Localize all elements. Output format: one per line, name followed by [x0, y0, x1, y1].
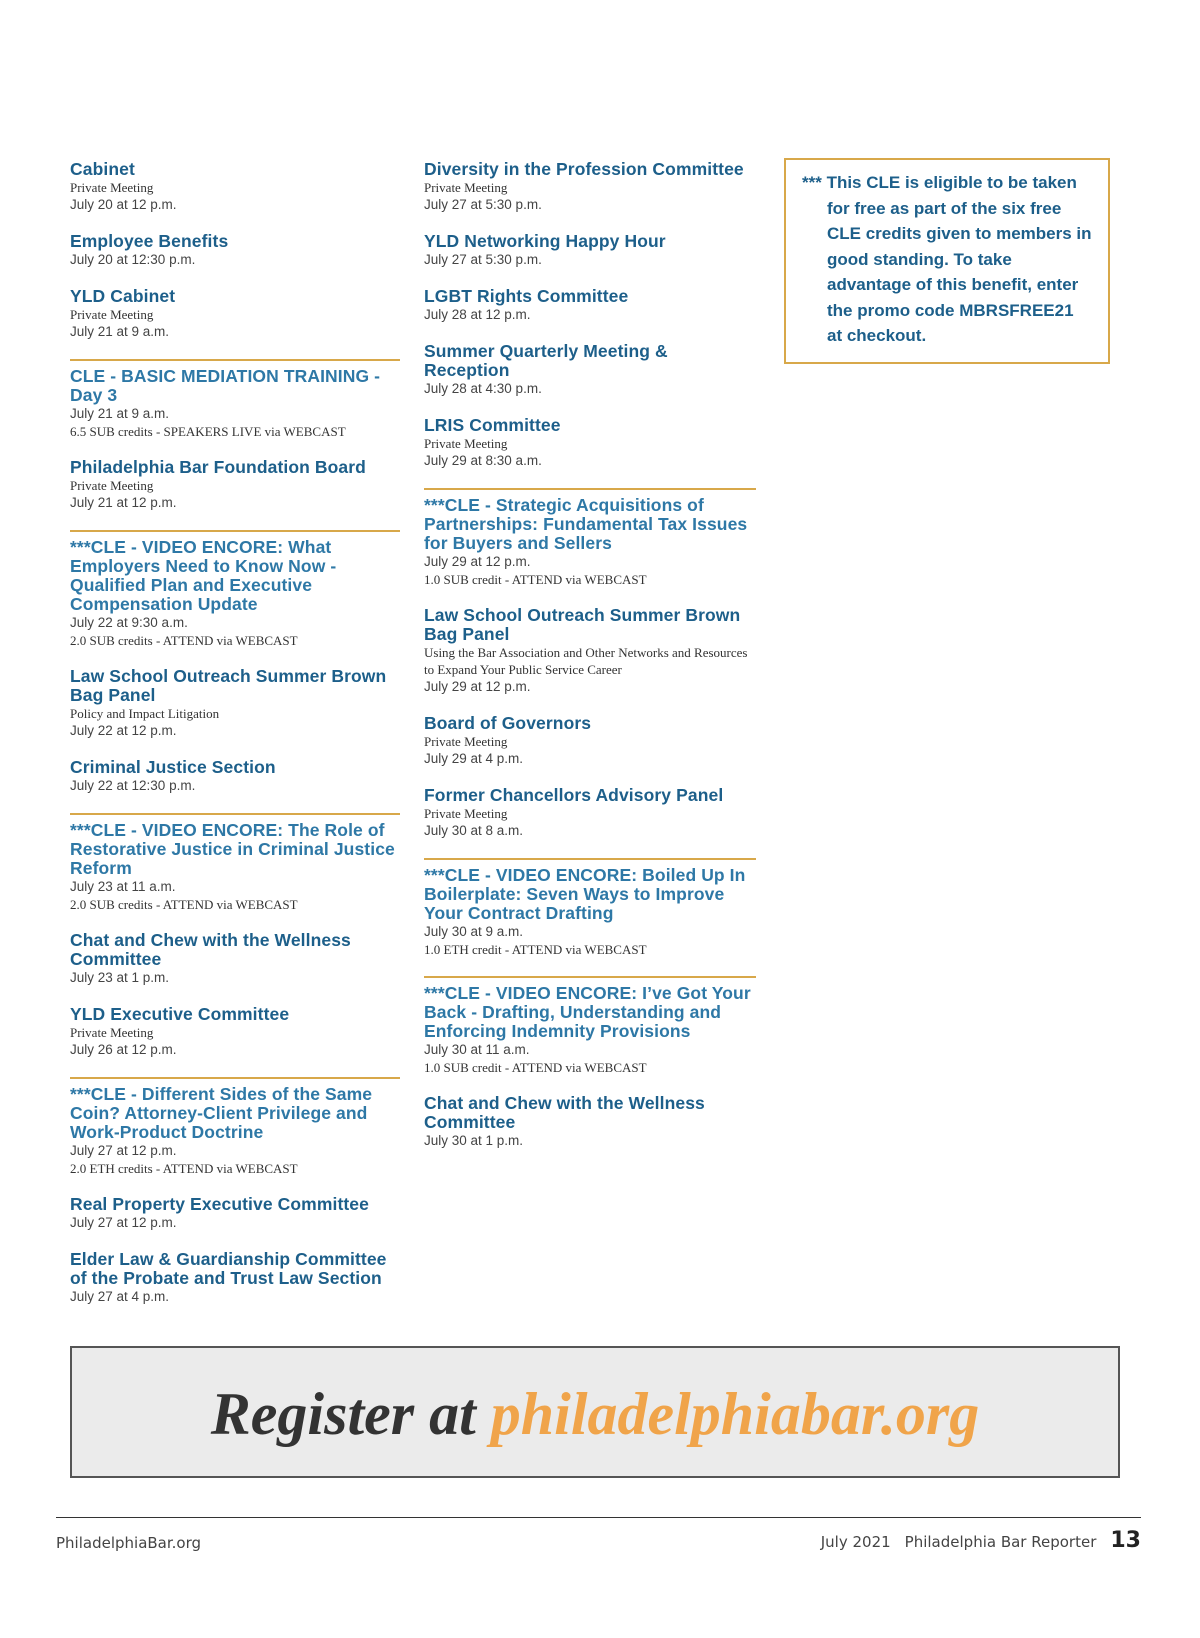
register-banner: [70, 1346, 1120, 1478]
cle-event: [424, 858, 756, 958]
event-title: Summer Quarterly Meeting & Reception: [424, 341, 668, 380]
event-time: July 23 at 11 a.m.: [70, 879, 176, 894]
event-title: Former Chancellors Advisory Panel: [424, 785, 724, 805]
event-time: July 21 at 9 a.m.: [70, 406, 170, 421]
event-subtitle: Policy and Impact Litigation: [70, 706, 220, 721]
event-subtitle: Private Meeting: [70, 478, 154, 493]
event-credits: 6.5 SUB credits - SPEAKERS LIVE via WEBCAST: [70, 424, 346, 439]
register-line: [72, 1348, 1118, 1480]
event-item: [70, 287, 400, 341]
footer-divider: [56, 1517, 1141, 1518]
event-credits: 1.0 ETH credit - ATTEND via WEBCAST: [424, 942, 647, 957]
event-title: Law School Outreach Summer Brown Bag Panel: [424, 605, 741, 644]
event-title: Diversity in the Profession Committee: [424, 159, 744, 179]
event-credits: 2.0 SUB credits - ATTEND via WEBCAST: [70, 897, 298, 912]
event-title: YLD Cabinet: [70, 286, 176, 306]
event-item: [70, 758, 400, 795]
event-time: July 30 at 9 a.m.: [424, 924, 524, 939]
event-item: [70, 1250, 400, 1306]
cle-event: [70, 530, 400, 649]
event-time: July 28 at 12 p.m.: [424, 307, 531, 322]
footer-right: [821, 1528, 1141, 1553]
cle-event: [70, 359, 400, 440]
event-time: July 21 at 9 a.m.: [70, 324, 170, 339]
event-title: Criminal Justice Section: [70, 757, 276, 777]
register-url-link[interactable]: philadelphiabar.org: [490, 1381, 980, 1447]
event-item: [70, 667, 400, 740]
cle-event: [70, 813, 400, 913]
event-credits: 2.0 ETH credits - ATTEND via WEBCAST: [70, 1161, 298, 1176]
event-subtitle: Private Meeting: [424, 806, 508, 821]
cle-event: [424, 976, 756, 1076]
event-item: [70, 232, 400, 269]
event-item: [424, 232, 756, 269]
event-item: [424, 287, 756, 324]
event-credits: 2.0 SUB credits - ATTEND via WEBCAST: [70, 633, 298, 648]
event-time: July 27 at 12 p.m.: [70, 1143, 177, 1158]
event-title: Law School Outreach Summer Brown Bag Panel: [70, 666, 387, 705]
event-time: July 22 at 12:30 p.m.: [70, 778, 196, 793]
event-time: July 29 at 8:30 a.m.: [424, 453, 542, 468]
event-title: ***CLE - VIDEO ENCORE: Boiled Up In Boilerplate: Seven Ways to Improve Your Contract Drafting: [424, 865, 746, 923]
page-footer: [56, 1528, 1141, 1558]
event-title: ***CLE - VIDEO ENCORE: The Role of Restorative Justice in Criminal Justice Reform: [70, 820, 395, 878]
event-time: July 30 at 1 p.m.: [424, 1133, 524, 1148]
event-title: ***CLE - VIDEO ENCORE: What Employers Need to Know Now - Qualified Plan and Executive Compensation Update: [70, 537, 337, 614]
event-title: Chat and Chew with the Wellness Committee: [424, 1093, 705, 1132]
event-time: July 27 at 12 p.m.: [70, 1215, 177, 1230]
event-credits: 1.0 SUB credit - ATTEND via WEBCAST: [424, 1060, 647, 1075]
event-title: Real Property Executive Committee: [70, 1194, 369, 1214]
event-subtitle: Private Meeting: [424, 180, 508, 195]
event-time: July 29 at 12 p.m.: [424, 679, 531, 694]
event-item: [424, 606, 756, 696]
event-title: ***CLE - Different Sides of the Same Coin? Attorney-Client Privilege and Work-Product Doctrine: [70, 1084, 373, 1142]
event-time: July 22 at 12 p.m.: [70, 723, 177, 738]
event-title: YLD Executive Committee: [70, 1004, 290, 1024]
event-time: July 28 at 4:30 p.m.: [424, 381, 542, 396]
event-title: CLE - BASIC MEDIATION TRAINING - Day 3: [70, 366, 381, 405]
event-item: [70, 1195, 400, 1232]
event-time: July 27 at 5:30 p.m.: [424, 252, 542, 267]
event-title: YLD Networking Happy Hour: [424, 231, 666, 251]
event-item: [70, 160, 400, 214]
event-time: July 29 at 4 p.m.: [424, 751, 524, 766]
event-item: [424, 416, 756, 470]
event-title: Chat and Chew with the Wellness Committee: [70, 930, 351, 969]
event-subtitle: Private Meeting: [424, 734, 508, 749]
event-subtitle: Private Meeting: [70, 180, 154, 195]
event-title: Board of Governors: [424, 713, 592, 733]
event-credits: 1.0 SUB credit - ATTEND via WEBCAST: [424, 572, 647, 587]
event-title: LRIS Committee: [424, 415, 561, 435]
cle-event: [70, 1077, 400, 1177]
cle-notice-text: *** This CLE is eligible to be taken for free as part of the six free CLE credits given to members in good standing. To take advantage of this benefit, enter the promo code MBRSFREE21 at checkout.: [802, 173, 1092, 345]
event-subtitle: Private Meeting: [70, 307, 154, 322]
event-item: [70, 931, 400, 987]
event-time: July 20 at 12 p.m.: [70, 197, 177, 212]
event-item: [424, 786, 756, 840]
event-title: ***CLE - Strategic Acquisitions of Partnerships: Fundamental Tax Issues for Buyers and Sellers: [424, 495, 748, 553]
event-time: July 23 at 1 p.m.: [70, 970, 170, 985]
event-item: [424, 160, 756, 214]
event-title: ***CLE - VIDEO ENCORE: I’ve Got Your Back - Drafting, Understanding and Enforcing Indemnity Provisions: [424, 983, 751, 1041]
event-time: July 29 at 12 p.m.: [424, 554, 531, 569]
event-title: Employee Benefits: [70, 231, 229, 251]
event-time: July 21 at 12 p.m.: [70, 495, 177, 510]
cle-event: [424, 488, 756, 588]
event-time: July 30 at 8 a.m.: [424, 823, 524, 838]
event-time: July 22 at 9:30 a.m.: [70, 615, 188, 630]
event-item: [70, 1005, 400, 1059]
event-subtitle: Private Meeting: [424, 436, 508, 451]
event-time: July 27 at 4 p.m.: [70, 1289, 170, 1304]
event-title: LGBT Rights Committee: [424, 286, 629, 306]
event-time: July 30 at 11 a.m.: [424, 1042, 530, 1057]
events-column-middle: [424, 160, 756, 1168]
footer-site[interactable]: PhiladelphiaBar.org: [56, 1534, 202, 1552]
event-item: [424, 1094, 756, 1150]
event-time: July 26 at 12 p.m.: [70, 1042, 177, 1057]
event-time: July 20 at 12:30 p.m.: [70, 252, 196, 267]
events-column-left: [70, 160, 400, 1324]
footer-date: July 2021: [820, 1533, 891, 1551]
event-title: Cabinet: [70, 159, 135, 179]
register-lead: Register at: [210, 1381, 491, 1447]
event-item: [424, 342, 756, 398]
event-time: July 27 at 5:30 p.m.: [424, 197, 542, 212]
event-item: [424, 714, 756, 768]
event-title: Philadelphia Bar Foundation Board: [70, 457, 366, 477]
page-number: 13: [1110, 1528, 1141, 1553]
event-subtitle: Using the Bar Association and Other Networks and Resources to Expand Your Public Service Career: [424, 645, 748, 677]
event-subtitle: Private Meeting: [70, 1025, 154, 1040]
cle-notice-box: [784, 158, 1110, 364]
event-item: [70, 458, 400, 512]
footer-publication: Philadelphia Bar Reporter: [904, 1533, 1097, 1551]
event-title: Elder Law & Guardianship Committee of the Probate and Trust Law Section: [70, 1249, 387, 1288]
